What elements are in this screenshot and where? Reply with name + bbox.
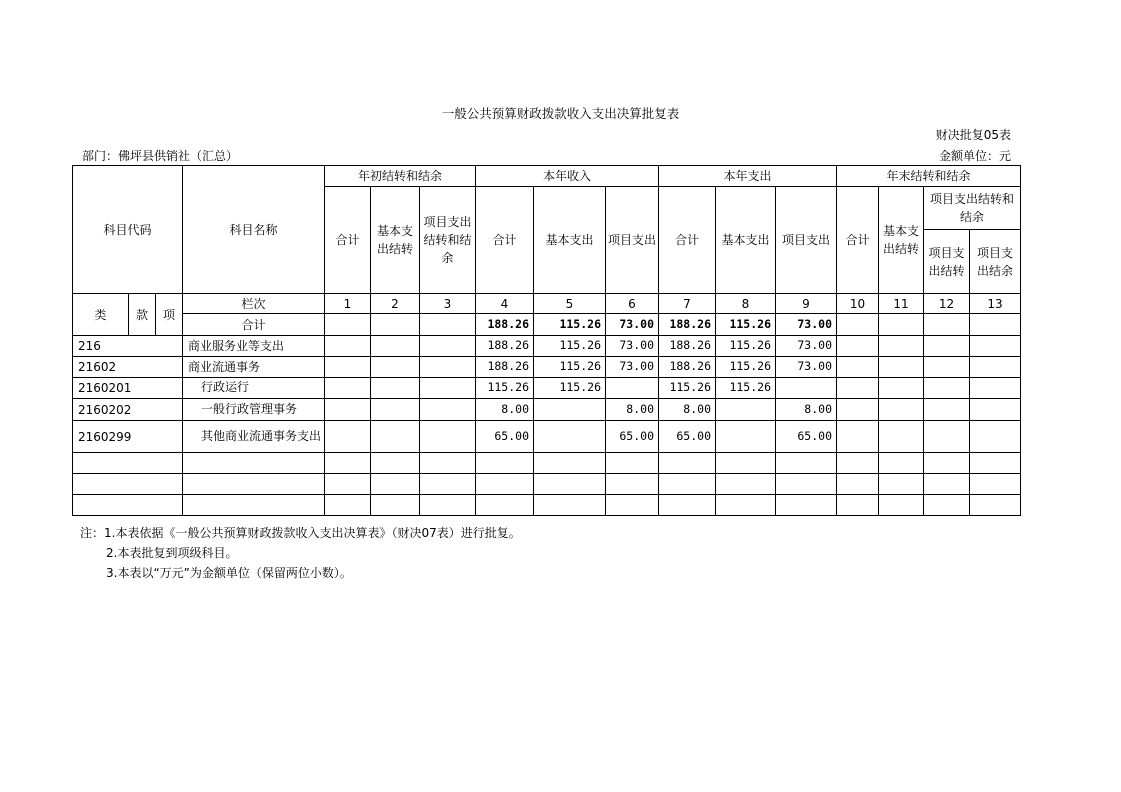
table-row-total <box>73 314 1021 336</box>
table-row <box>73 357 1021 378</box>
table-row <box>73 378 1021 399</box>
cell-value: 73.00 <box>606 357 659 378</box>
cell-value: 73.00 <box>776 357 837 378</box>
col-num: 12 <box>924 294 970 314</box>
cell-value: 65.00 <box>776 421 837 453</box>
page-title: 一般公共预算财政拨款收入支出决算批复表 <box>441 106 680 121</box>
cell-value: 73.00 <box>776 314 837 336</box>
cell-value: 115.26 <box>716 314 776 336</box>
col-num: 8 <box>716 294 776 314</box>
cell-value: 115.26 <box>716 378 776 399</box>
cell-value: 115.26 <box>659 378 716 399</box>
cell-value: 115.26 <box>534 336 606 357</box>
row-name: 行政运行 <box>183 378 325 399</box>
header-xiang: 项 <box>156 294 183 336</box>
header-lei: 类 <box>73 294 129 336</box>
row-name: 其他商业流通事务支出 <box>183 421 325 453</box>
cell-value: 115.26 <box>716 336 776 357</box>
table-row-empty <box>73 495 1021 516</box>
cell-value: 73.00 <box>606 314 659 336</box>
col-num: 7 <box>659 294 716 314</box>
header-begin-total: 合计 <box>325 187 371 294</box>
note-item: 注：1.本表依据《一般公共预算财政拨款收入支出决算表》（财决07表）进行批复。 <box>80 526 521 540</box>
cell-value <box>534 421 606 453</box>
table-row <box>73 421 1021 453</box>
header-end-project-surplus: 项目支出结余 <box>970 230 1021 294</box>
row-name: 合计 <box>183 314 325 336</box>
header-begin-project: 项目支出结转和结余 <box>420 187 476 294</box>
header-end-project-carry: 项目支出结转 <box>924 230 970 294</box>
cell-value: 8.00 <box>776 399 837 421</box>
col-num: 1 <box>325 294 371 314</box>
row-code: 216 <box>73 336 183 357</box>
col-num: 4 <box>476 294 534 314</box>
header-column-no: 栏次 <box>183 294 325 314</box>
header-kuan: 款 <box>129 294 156 336</box>
col-num: 3 <box>420 294 476 314</box>
cell-value <box>534 399 606 421</box>
row-code: 2160201 <box>73 378 183 399</box>
row-code: 21602 <box>73 357 183 378</box>
header-expense-project: 项目支出 <box>776 187 837 294</box>
note-item: 2.本表批复到项级科目。 <box>106 546 238 560</box>
header-group-expense: 本年支出 <box>659 166 837 187</box>
header-end-project: 项目支出结转和结余 <box>924 187 1021 230</box>
table-code: 财决批复05表 <box>935 128 1011 142</box>
col-num: 2 <box>371 294 420 314</box>
header-begin-basic: 基本支出结转 <box>371 187 420 294</box>
cell-value: 73.00 <box>776 336 837 357</box>
header-income-basic: 基本支出 <box>534 187 606 294</box>
note-item: 3.本表以“万元”为金额单位（保留两位小数）。 <box>106 566 352 580</box>
table-row <box>73 336 1021 357</box>
cell-value: 8.00 <box>476 399 534 421</box>
table-row <box>73 399 1021 421</box>
col-num: 10 <box>837 294 879 314</box>
cell-value <box>716 399 776 421</box>
row-name: 商业流通事务 <box>183 357 325 378</box>
table-row-empty <box>73 474 1021 495</box>
header-group-begin: 年初结转和结余 <box>325 166 476 187</box>
cell-value: 73.00 <box>606 336 659 357</box>
footnotes <box>80 523 521 583</box>
header-subject-code: 科目代码 <box>73 166 183 294</box>
header-income-project: 项目支出 <box>606 187 659 294</box>
cell-value: 115.26 <box>534 314 606 336</box>
cell-value: 65.00 <box>606 421 659 453</box>
cell-value: 188.26 <box>476 357 534 378</box>
header-expense-basic: 基本支出 <box>716 187 776 294</box>
header-expense-total: 合计 <box>659 187 716 294</box>
cell-value: 8.00 <box>659 399 716 421</box>
cell-value: 188.26 <box>476 314 534 336</box>
cell-value <box>716 421 776 453</box>
col-num: 5 <box>534 294 606 314</box>
cell-value: 65.00 <box>476 421 534 453</box>
department-label: 部门：佛坪县供销社（汇总） <box>82 149 239 163</box>
row-name: 一般行政管理事务 <box>183 399 325 421</box>
cell-value: 115.26 <box>534 378 606 399</box>
header-group-income: 本年收入 <box>476 166 659 187</box>
cell-value <box>606 378 659 399</box>
table-row-empty <box>73 453 1021 474</box>
cell-value: 115.26 <box>476 378 534 399</box>
row-code: 2160202 <box>73 399 183 421</box>
unit-label: 金额单位：元 <box>938 149 1011 163</box>
cell-value: 8.00 <box>606 399 659 421</box>
col-num: 11 <box>879 294 924 314</box>
row-name: 商业服务业等支出 <box>183 336 325 357</box>
col-num: 9 <box>776 294 837 314</box>
cell-value: 115.26 <box>534 357 606 378</box>
cell-value: 188.26 <box>476 336 534 357</box>
header-subject-name: 科目名称 <box>183 166 325 294</box>
cell-value: 188.26 <box>659 357 716 378</box>
header-end-basic: 基本支出结转 <box>879 187 924 294</box>
cell-value: 115.26 <box>716 357 776 378</box>
col-num: 6 <box>606 294 659 314</box>
col-num: 13 <box>970 294 1021 314</box>
cell-value: 188.26 <box>659 336 716 357</box>
budget-table <box>72 165 1021 516</box>
cell-value <box>776 378 837 399</box>
cell-value: 188.26 <box>659 314 716 336</box>
header-end-total: 合计 <box>837 187 879 294</box>
row-code: 2160299 <box>73 421 183 453</box>
header-income-total: 合计 <box>476 187 534 294</box>
header-group-end: 年末结转和结余 <box>837 166 1021 187</box>
cell-value: 65.00 <box>659 421 716 453</box>
